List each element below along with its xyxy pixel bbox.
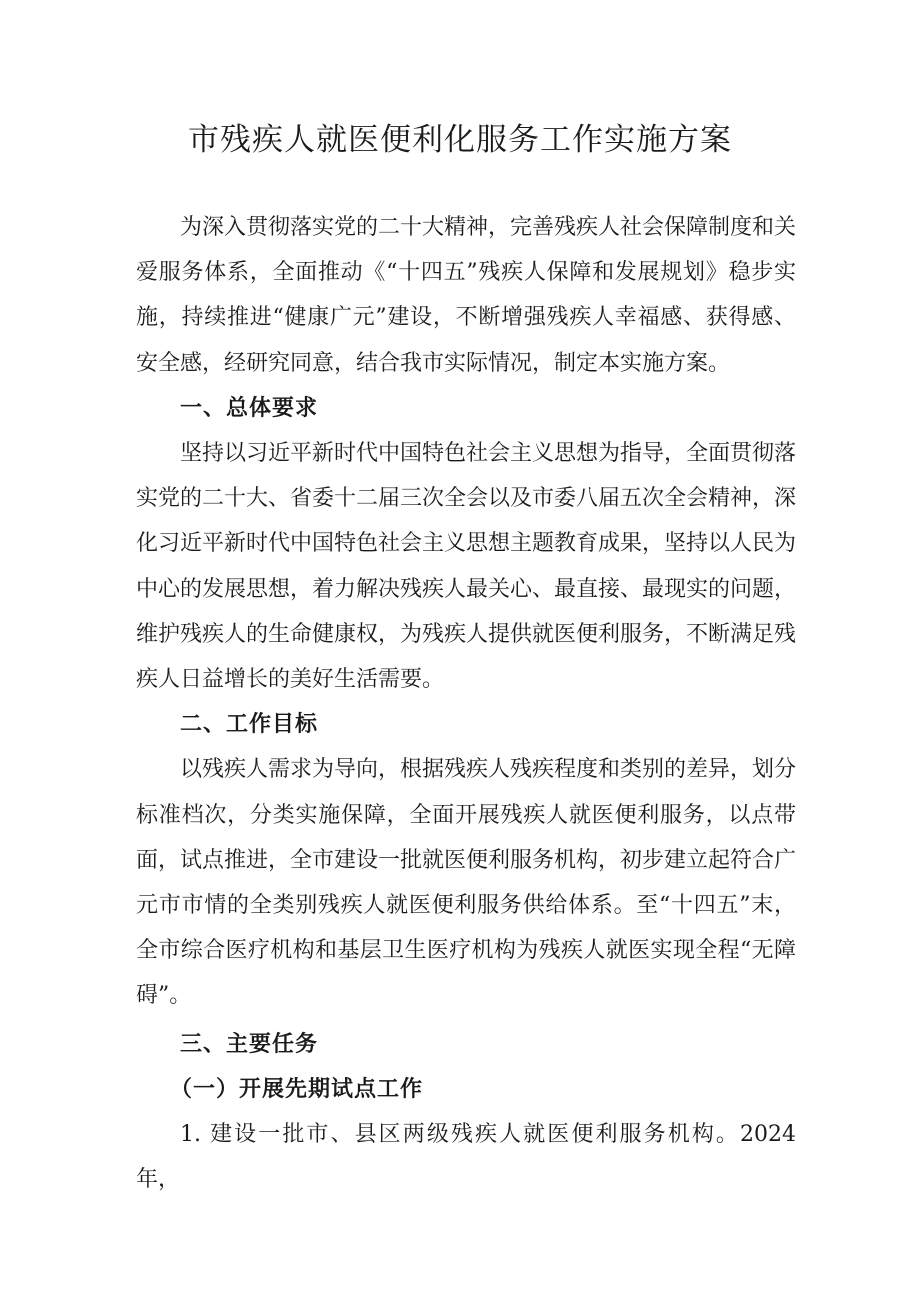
section-heading-overall-requirements: 一、总体要求 [180, 395, 319, 421]
page-title: 市残疾人就医便利化服务工作实施方案 [188, 122, 732, 158]
list-item-1: 1. 建设一批市、县区两级残疾人就医便利服务机构。2024 年， [136, 1122, 796, 1193]
section-heading-work-goals: 二、工作目标 [180, 712, 319, 738]
document-body [136, 205, 796, 1202]
section-heading-main-tasks: 三、主要任务 [180, 1031, 319, 1057]
subsection-heading-pilot-work: （一）开展先期试点工作 [170, 1076, 424, 1102]
section-paragraph-work-goals: 以残疾人需求为导向，根据残疾人残疾程度和类别的差异，划分标准档次，分类实施保障，全面开展残疾人就医便利服务，以点带面，试点推进，全市建设一批就医便利服务机构，初步建立起符合广元市市情的全类别残疾人就医便利服务供给体系。至“十四五”末，全市综合医疗机构和基层卫生医疗机构为残疾人就医实现全程“无障碍”。 [136, 757, 797, 1009]
section-paragraph-overall-requirements: 坚持以习近平新时代中国特色社会主义思想为指导，全面贯彻落实党的二十大、省委十二届三次全会以及市委八届五次全会精神，深化习近平新时代中国特色社会主义思想主题教育成果，坚持以人民为中心的发展思想，着力解决残疾人最关心、最直接、最现实的问题，维护残疾人的生命健康权，为残疾人提供就医便利服务，不断满足残疾人日益增长的美好生活需要。 [136, 441, 797, 693]
intro-paragraph: 为深入贯彻落实党的二十大精神，完善残疾人社会保障制度和关爱服务体系，全面推动《“十四五”残疾人保障和发展规划》稳步实施，持续推进“健康广元”建设，不断增强残疾人幸福感、获得感、安全感，经研究同意，结合我市实际情况，制定本实施方案。 [136, 215, 797, 376]
